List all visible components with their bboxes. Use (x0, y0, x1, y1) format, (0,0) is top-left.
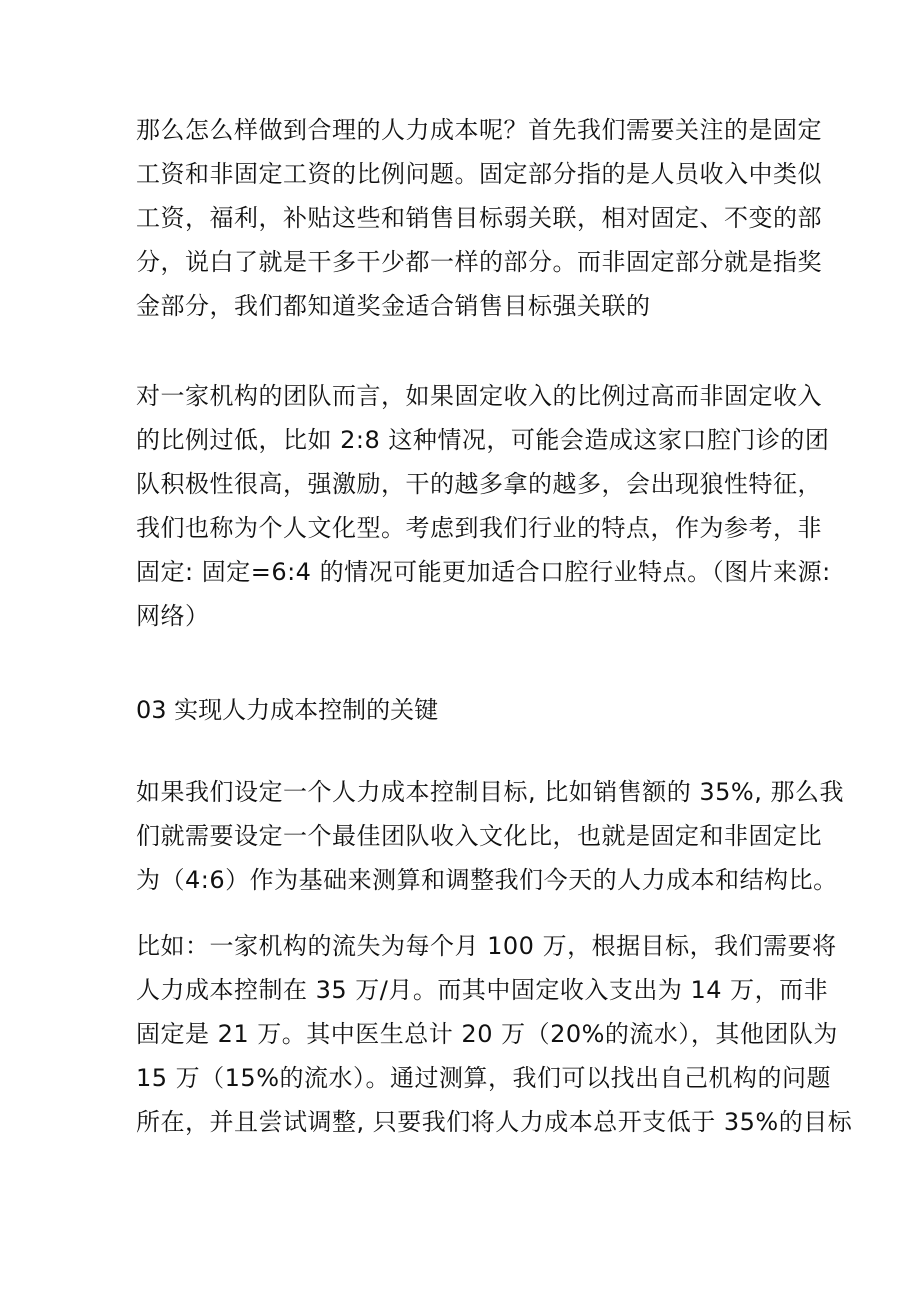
text-line: 我们也称为个人文化型。考虑到我们行业的特点，作为参考，非 (136, 514, 822, 542)
text-line: 队积极性很高，强激励，干的越多拿的越多，会出现狼性特征， (136, 470, 822, 498)
text-line: 的比例过低，比如 2:8 这种情况，可能会造成这家口腔门诊的团 (136, 426, 830, 454)
text-line: 金部分，我们都知道奖金适合销售目标强关联的 (136, 292, 651, 320)
paragraph-fixed-vs-variable-wages (136, 108, 822, 328)
text-line: 15 万（15%的流水）。通过测算，我们可以找出自己机构的问题 (136, 1064, 832, 1092)
text-line: 为（4:6）作为基础来测算和调整我们今天的人力成本和结构比。 (136, 866, 838, 894)
text-line: 网络） (136, 602, 210, 630)
paragraph-cost-target (136, 770, 844, 902)
paragraph-team-ratio (136, 374, 831, 638)
paragraph-example (136, 924, 853, 1144)
text-line: 分，说白了就是干多干少都一样的部分。而非固定部分就是指奖 (136, 248, 822, 276)
text-line: 比如：一家机构的流失为每个月 100 万，根据目标，我们需要将 (136, 932, 837, 960)
text-line: 所在，并且尝试调整, 只要我们将人力成本总开支低于 35%的目标 (136, 1108, 853, 1136)
text-line: 人力成本控制在 35 万/月。而其中固定收入支出为 14 万，而非 (136, 976, 829, 1004)
text-line: 们就需要设定一个最佳团队收入文化比，也就是固定和非固定比 (136, 822, 822, 850)
text-line: 固定: 固定=6:4 的情况可能更加适合口腔行业特点。（图片来源: (136, 558, 831, 586)
text-line: 工资和非固定工资的比例问题。固定部分指的是人员收入中类似 (136, 160, 822, 188)
section-heading: 03 实现人力成本控制的关键 (136, 696, 439, 724)
text-line: 那么怎么样做到合理的人力成本呢？首先我们需要关注的是固定 (136, 116, 822, 144)
text-line: 工资，福利，补贴这些和销售目标弱关联，相对固定、不变的部 (136, 204, 822, 232)
text-line: 对一家机构的团队而言，如果固定收入的比例过高而非固定收入 (136, 382, 822, 410)
text-line: 固定是 21 万。其中医生总计 20 万（20%的流水），其他团队为 (136, 1020, 838, 1048)
text-line: 如果我们设定一个人力成本控制目标, 比如销售额的 35%, 那么我 (136, 778, 844, 806)
